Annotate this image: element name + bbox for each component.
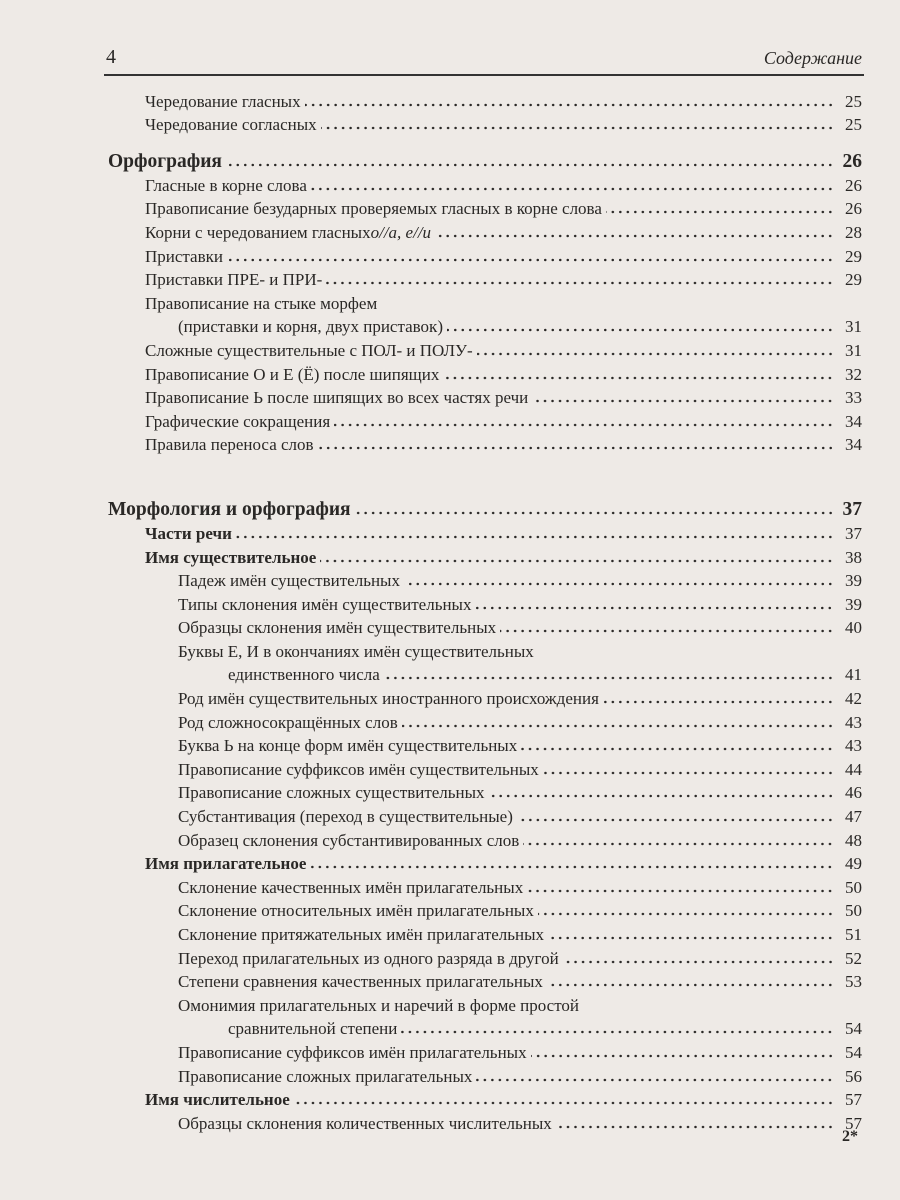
toc-entry-title: Степени сравнения качественных прилагательных: [178, 972, 543, 992]
toc-entry[interactable]: [108, 243, 862, 267]
toc-entry-title: Правописание сложных прилагательных: [178, 1066, 473, 1086]
dot-leader: [435, 234, 834, 238]
toc-entry-title: Склонение качественных имён прилагательных: [178, 877, 524, 897]
toc-entry[interactable]: [108, 1039, 862, 1063]
toc-entry-title: Образцы склонения количественных числительных: [178, 1113, 552, 1133]
toc-entry[interactable]: [108, 1110, 862, 1134]
toc-entry[interactable]: [108, 88, 862, 112]
dot-leader: [476, 1078, 834, 1082]
toc-entry-title: Склонение притяжательных имён прилагательных: [178, 925, 545, 944]
toc-page-number: 54: [845, 1019, 862, 1039]
toc-entry[interactable]: [108, 945, 862, 969]
dot-leader: [310, 865, 834, 869]
dot-leader: [236, 535, 834, 539]
toc-page-number: 29: [845, 246, 862, 266]
toc-page-number: 25: [845, 115, 862, 135]
dot-leader: [543, 771, 834, 775]
toc-entry-title: Сложные существительные с ПОЛ- и ПОЛУ-: [145, 340, 473, 360]
toc-entry[interactable]: [108, 756, 862, 780]
toc-entry-title: Образцы склонения имён существительных: [178, 618, 497, 638]
dot-leader: [517, 818, 834, 822]
toc-page-number: 48: [845, 830, 862, 850]
toc-entry-title: Правила переноса слов: [145, 435, 314, 455]
toc-entry-title: Правописание сложных существительных: [178, 783, 485, 803]
dot-leader: [321, 126, 834, 130]
toc-entry[interactable]: [108, 520, 862, 544]
header-rule: [104, 74, 864, 76]
toc-page-number: 37: [842, 499, 862, 521]
toc-page-number: 39: [845, 571, 862, 591]
toc-entry-title: Имя прилагательное: [145, 854, 307, 874]
dot-leader: [227, 258, 834, 262]
toc-page-number: 42: [845, 689, 862, 709]
toc-entry-title: Части речи: [145, 523, 232, 543]
dot-leader: [527, 889, 834, 893]
dot-leader: [489, 794, 834, 798]
toc-entry-title-continuation: сравнительной степени: [228, 1019, 398, 1039]
dot-leader: [401, 1030, 834, 1034]
dot-leader: [603, 700, 834, 704]
toc-entry[interactable]: [108, 1087, 862, 1111]
toc-page-number: 34: [845, 411, 862, 431]
dot-leader: [318, 446, 834, 450]
toc-entry[interactable]: [108, 851, 862, 875]
toc-entry[interactable]: [108, 1063, 862, 1087]
dot-leader: [311, 187, 834, 191]
toc-page-number: 46: [845, 783, 862, 803]
toc-entry-title: Склонение относительных имён прилагательных: [178, 901, 534, 921]
toc-entry-title: Гласные в корне слова: [145, 175, 307, 195]
toc-entry[interactable]: [108, 544, 862, 568]
toc-page-number: 32: [845, 364, 862, 384]
dot-leader: [226, 163, 834, 167]
toc-page-number: 57: [845, 1113, 862, 1133]
dot-leader: [521, 747, 834, 751]
dot-leader: [402, 724, 834, 728]
page-number: 4: [106, 46, 116, 68]
toc-page-number: 56: [845, 1066, 862, 1086]
toc-entry-title: Переход прилагательных из одного разряда в другой: [178, 948, 559, 968]
toc-entry[interactable]: [108, 921, 862, 945]
toc-entry-title: Образец склонения субстантивированных слов: [178, 830, 520, 850]
signature-mark: 2*: [842, 1128, 858, 1145]
toc-entry-title: Имя существительное: [145, 547, 317, 567]
toc-page-number: 50: [845, 901, 862, 921]
toc-entry[interactable]: [108, 432, 862, 456]
toc-entry[interactable]: [108, 803, 862, 827]
toc-entry-title: Приставки ПРЕ- и ПРИ-: [145, 270, 323, 290]
dot-leader: [326, 281, 834, 285]
dot-leader: [305, 103, 834, 107]
toc-entry[interactable]: [108, 361, 862, 385]
dot-leader: [547, 983, 834, 987]
toc-entry[interactable]: [108, 385, 862, 409]
toc-page-number: 44: [845, 759, 862, 779]
toc-entry-continuation: [108, 662, 862, 686]
toc-page-number: 38: [845, 547, 862, 567]
dot-leader: [320, 559, 834, 563]
toc-page-number: 29: [845, 270, 862, 290]
toc-page-number: 51: [845, 925, 862, 944]
dot-leader: [334, 423, 834, 427]
toc-entry-title: Правописание суффиксов имён существительных: [178, 759, 539, 779]
toc-entry-title: Буквы Е, И в окончаниях имён существительных: [178, 641, 534, 661]
toc-entry-title: Имя числительное: [145, 1090, 290, 1110]
dot-leader: [384, 676, 834, 680]
toc-page-number: 43: [845, 736, 862, 756]
dot-leader: [548, 936, 834, 940]
toc-entry-continuation: [108, 1016, 862, 1040]
toc-entry[interactable]: [108, 615, 862, 639]
dot-leader: [538, 912, 834, 916]
toc-page-number: 49: [845, 854, 862, 874]
toc-entry[interactable]: [108, 685, 862, 709]
toc-entry[interactable]: [108, 898, 862, 922]
toc-entry-title: Род сложносокращённых слов: [178, 712, 398, 732]
toc-page-number: 31: [845, 317, 862, 337]
toc-entry[interactable]: [108, 591, 862, 615]
toc-page-number: 50: [845, 877, 862, 897]
toc-entry-title: Морфология и орфография: [108, 499, 351, 521]
running-title: Содержание: [763, 48, 862, 68]
toc-entry-title: Правописание О и Е (Ё) после шипящих: [145, 364, 440, 384]
toc-entry[interactable]: [108, 408, 862, 432]
toc-page-number: 53: [845, 972, 862, 992]
toc-entry-title: Правописание Ь после шипящих во всех частях речи: [145, 388, 529, 408]
dot-leader: [404, 582, 834, 586]
toc-entry-title-continuation: (приставки и корня, двух приставок): [178, 317, 443, 337]
dot-leader: [563, 960, 834, 964]
toc-entry[interactable]: [108, 337, 862, 361]
toc-entry-title: Чередование гласных: [145, 91, 301, 111]
toc-entry-title: Графические сокращения: [145, 411, 331, 431]
toc-entry-title: Корни с чередованием гласных: [145, 222, 371, 242]
toc-entry[interactable]: [108, 290, 862, 314]
toc-page-number: 39: [845, 594, 862, 614]
toc-page-number: 33: [845, 388, 862, 408]
toc-page-number: 26: [845, 199, 862, 219]
toc-page-number: 57: [845, 1090, 862, 1110]
dot-leader: [556, 1125, 834, 1129]
toc-page-number: 37: [845, 523, 862, 543]
dot-leader: [523, 842, 834, 846]
dot-leader: [531, 1054, 834, 1058]
toc-page-number: 40: [845, 618, 862, 638]
dot-leader: [500, 629, 834, 633]
toc-entry[interactable]: [108, 267, 862, 291]
toc-page-number: 34: [845, 435, 862, 455]
toc-entry-title: Омонимия прилагательных и наречий в форме простой: [178, 995, 580, 1015]
toc-entry[interactable]: [108, 219, 862, 243]
dot-leader: [532, 399, 834, 403]
toc-page-number: 41: [845, 665, 862, 685]
toc-entry[interactable]: [108, 568, 862, 592]
toc-page-number: 25: [845, 91, 862, 111]
toc-entry-title: Правописание на стыке морфем: [145, 293, 378, 313]
toc-entry-title: Орфография: [108, 151, 222, 173]
dot-leader: [443, 376, 834, 380]
toc-page-number: 26: [845, 175, 862, 195]
toc-entry[interactable]: [108, 638, 862, 662]
toc-entry[interactable]: [108, 733, 862, 757]
toc-entry-title: Правописание суффиксов имён прилагательных: [178, 1042, 527, 1062]
toc-entry[interactable]: [108, 992, 862, 1016]
toc-entry[interactable]: [108, 172, 862, 196]
toc-entry-italic: о//а, е//и: [370, 222, 432, 242]
toc-entry-title: Буква Ь на конце форм имён существительных: [178, 736, 518, 756]
dot-leader: [477, 352, 834, 356]
toc-entry-title: Чередование согласных: [145, 115, 317, 135]
toc-entry[interactable]: [108, 709, 862, 733]
toc-page-number: 54: [845, 1042, 862, 1062]
dot-leader: [294, 1101, 834, 1105]
toc-entry[interactable]: [108, 874, 862, 898]
table-of-contents: [108, 88, 862, 1134]
toc-entry[interactable]: [108, 969, 862, 993]
toc-entry-title: Правописание безударных проверяемых гласных в корне слова: [145, 199, 602, 219]
toc-entry-title: Приставки: [145, 246, 223, 266]
toc-entry[interactable]: [108, 196, 862, 220]
toc-section-heading[interactable]: [108, 145, 862, 172]
toc-page-number: 31: [845, 340, 862, 360]
dot-leader: [447, 328, 834, 332]
toc-entry-title: Падеж имён существительных: [178, 571, 400, 591]
toc-entry-title: Субстантивация (переход в существительные): [178, 807, 513, 827]
toc-entry-title: Типы склонения имён существительных: [178, 594, 472, 614]
dot-leader: [475, 606, 834, 610]
toc-entry-title: Род имён существительных иностранного происхождения: [178, 689, 599, 709]
toc-entry[interactable]: [108, 112, 862, 136]
toc-page-number: 26: [842, 151, 862, 173]
toc-entry-continuation: [108, 314, 862, 338]
toc-entry-title-continuation: единственного числа: [228, 665, 380, 685]
dot-leader: [606, 210, 834, 214]
toc-page-number: 52: [845, 948, 862, 968]
toc-entry[interactable]: [108, 827, 862, 851]
dot-leader: [355, 511, 834, 515]
toc-page-number: 43: [845, 712, 862, 732]
toc-page-number: 28: [845, 222, 862, 242]
toc-page-number: 47: [845, 807, 862, 827]
toc-entry[interactable]: [108, 780, 862, 804]
toc-section-heading[interactable]: [108, 493, 862, 520]
